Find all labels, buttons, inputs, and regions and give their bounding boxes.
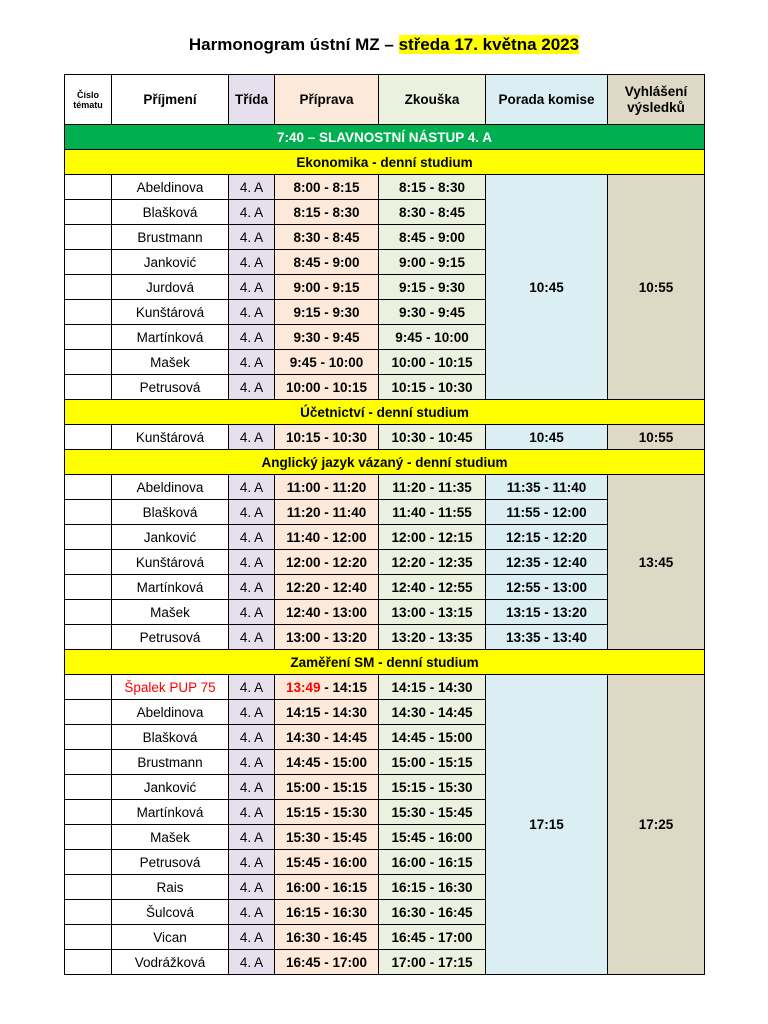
name-cell: Blašková <box>112 500 229 525</box>
priprava-cell: 9:15 - 9:30 <box>275 300 379 325</box>
trida-cell: 4. A <box>229 575 275 600</box>
page-title <box>0 34 768 56</box>
priprava-cell: 15:15 - 15:30 <box>275 800 379 825</box>
cislo-cell <box>65 475 112 500</box>
trida-cell: 4. A <box>229 525 275 550</box>
vyhlaseni-cell: 10:55 <box>608 425 705 450</box>
cislo-cell <box>65 775 112 800</box>
zkouska-cell: 15:15 - 15:30 <box>379 775 486 800</box>
cislo-cell <box>65 350 112 375</box>
priprava-cell: 15:00 - 15:15 <box>275 775 379 800</box>
porada-cell: 11:35 - 11:40 <box>486 475 608 500</box>
porada-cell: 12:35 - 12:40 <box>486 550 608 575</box>
name-cell: Janković <box>112 525 229 550</box>
cislo-cell <box>65 225 112 250</box>
porada-cell: 17:15 <box>486 675 608 975</box>
header-porada-komise: Porada komise <box>486 75 608 125</box>
section-header-zamereni-sm <box>65 650 705 675</box>
table-row <box>65 425 705 450</box>
trida-cell: 4. A <box>229 325 275 350</box>
trida-cell: 4. A <box>229 675 275 700</box>
zkouska-cell: 10:00 - 10:15 <box>379 350 486 375</box>
name-cell: Brustmann <box>112 225 229 250</box>
name-cell: Blašková <box>112 200 229 225</box>
trida-cell: 4. A <box>229 600 275 625</box>
priprava-cell: 9:45 - 10:00 <box>275 350 379 375</box>
priprava-cell: 10:00 - 10:15 <box>275 375 379 400</box>
schedule-table <box>64 74 705 975</box>
cislo-cell <box>65 300 112 325</box>
cislo-cell <box>65 925 112 950</box>
trida-cell: 4. A <box>229 175 275 200</box>
priprava-cell: 10:15 - 10:30 <box>275 425 379 450</box>
cislo-cell <box>65 875 112 900</box>
name-cell: Jurdová <box>112 275 229 300</box>
priprava-cell: 8:15 - 8:30 <box>275 200 379 225</box>
priprava-cell: 9:30 - 9:45 <box>275 325 379 350</box>
priprava-cell: 8:45 - 9:00 <box>275 250 379 275</box>
name-cell: Špalek PUP 75 <box>112 675 229 700</box>
priprava-cell: 11:40 - 12:00 <box>275 525 379 550</box>
table-row <box>65 175 705 200</box>
trida-cell: 4. A <box>229 950 275 975</box>
zkouska-cell: 10:30 - 10:45 <box>379 425 486 450</box>
name-cell: Mašek <box>112 350 229 375</box>
trida-cell: 4. A <box>229 425 275 450</box>
priprava-cell: 11:20 - 11:40 <box>275 500 379 525</box>
zkouska-cell: 15:00 - 15:15 <box>379 750 486 775</box>
trida-cell: 4. A <box>229 850 275 875</box>
trida-cell: 4. A <box>229 625 275 650</box>
zkouska-cell: 16:00 - 16:15 <box>379 850 486 875</box>
priprava-cell: 15:45 - 16:00 <box>275 850 379 875</box>
cislo-cell <box>65 825 112 850</box>
trida-cell: 4. A <box>229 875 275 900</box>
opening-row <box>65 125 705 150</box>
name-cell: Kunštárová <box>112 550 229 575</box>
table-row <box>65 675 705 700</box>
zkouska-cell: 9:15 - 9:30 <box>379 275 486 300</box>
zkouska-cell: 8:30 - 8:45 <box>379 200 486 225</box>
table-row <box>65 475 705 500</box>
cislo-cell <box>65 425 112 450</box>
name-cell: Vodrážková <box>112 950 229 975</box>
section-title: Účetnictví - denní studium <box>65 400 705 425</box>
zkouska-cell: 14:30 - 14:45 <box>379 700 486 725</box>
priprava-cell: 12:20 - 12:40 <box>275 575 379 600</box>
priprava-cell: 16:45 - 17:00 <box>275 950 379 975</box>
cislo-cell <box>65 275 112 300</box>
cislo-cell <box>65 575 112 600</box>
priprava-cell: 16:00 - 16:15 <box>275 875 379 900</box>
trida-cell: 4. A <box>229 700 275 725</box>
trida-cell: 4. A <box>229 300 275 325</box>
zkouska-cell: 14:45 - 15:00 <box>379 725 486 750</box>
cislo-cell <box>65 950 112 975</box>
header-priprava: Příprava <box>275 75 379 125</box>
name-cell: Mašek <box>112 600 229 625</box>
section-title: Ekonomika - denní studium <box>65 150 705 175</box>
zkouska-cell: 9:45 - 10:00 <box>379 325 486 350</box>
trida-cell: 4. A <box>229 275 275 300</box>
priprava-start-highlight: 13:49 <box>285 679 321 695</box>
name-cell: Mašek <box>112 825 229 850</box>
trida-cell: 4. A <box>229 475 275 500</box>
priprava-cell: 11:00 - 11:20 <box>275 475 379 500</box>
priprava-cell: 14:15 - 14:30 <box>275 700 379 725</box>
zkouska-cell: 16:15 - 16:30 <box>379 875 486 900</box>
zkouska-cell: 12:20 - 12:35 <box>379 550 486 575</box>
cislo-cell <box>65 500 112 525</box>
zkouska-cell: 9:00 - 9:15 <box>379 250 486 275</box>
trida-cell: 4. A <box>229 350 275 375</box>
porada-cell: 12:15 - 12:20 <box>486 525 608 550</box>
section-header-ekonomika <box>65 150 705 175</box>
porada-cell: 11:55 - 12:00 <box>486 500 608 525</box>
cislo-cell <box>65 750 112 775</box>
trida-cell: 4. A <box>229 725 275 750</box>
zkouska-cell: 8:15 - 8:30 <box>379 175 486 200</box>
name-cell: Petrusová <box>112 850 229 875</box>
section-title: Anglický jazyk vázaný - denní studium <box>65 450 705 475</box>
section-header-ucetnictvi <box>65 400 705 425</box>
trida-cell: 4. A <box>229 550 275 575</box>
cislo-cell <box>65 375 112 400</box>
name-cell: Petrusová <box>112 375 229 400</box>
header-prijmeni: Příjmení <box>112 75 229 125</box>
priprava-cell: 14:45 - 15:00 <box>275 750 379 775</box>
section-title: Zaměření SM - denní studium <box>65 650 705 675</box>
cislo-cell <box>65 625 112 650</box>
header-vyhlaseni-vysledku: Vyhlášení výsledků <box>608 75 705 125</box>
cislo-cell <box>65 525 112 550</box>
cislo-cell <box>65 675 112 700</box>
header-trida: Třída <box>229 75 275 125</box>
name-cell: Martínková <box>112 325 229 350</box>
title-date-highlight: středa 17. května 2023 <box>398 35 580 54</box>
name-cell: Kunštárová <box>112 300 229 325</box>
zkouska-cell: 13:20 - 13:35 <box>379 625 486 650</box>
zkouska-cell: 9:30 - 9:45 <box>379 300 486 325</box>
name-cell: Janković <box>112 775 229 800</box>
name-cell: Rais <box>112 875 229 900</box>
cislo-cell <box>65 600 112 625</box>
zkouska-cell: 17:00 - 17:15 <box>379 950 486 975</box>
title-main: Harmonogram ústní MZ – <box>188 35 399 54</box>
cislo-cell <box>65 550 112 575</box>
trida-cell: 4. A <box>229 925 275 950</box>
priprava-cell: 16:30 - 16:45 <box>275 925 379 950</box>
trida-cell: 4. A <box>229 250 275 275</box>
zkouska-cell: 15:45 - 16:00 <box>379 825 486 850</box>
zkouska-cell: 13:00 - 13:15 <box>379 600 486 625</box>
trida-cell: 4. A <box>229 225 275 250</box>
cislo-cell <box>65 250 112 275</box>
zkouska-cell: 12:00 - 12:15 <box>379 525 486 550</box>
cislo-cell <box>65 800 112 825</box>
name-cell: Martínková <box>112 800 229 825</box>
porada-cell: 10:45 <box>486 425 608 450</box>
trida-cell: 4. A <box>229 750 275 775</box>
cislo-cell <box>65 200 112 225</box>
vyhlaseni-cell: 17:25 <box>608 675 705 975</box>
priprava-cell: 12:00 - 12:20 <box>275 550 379 575</box>
priprava-cell: 14:30 - 14:45 <box>275 725 379 750</box>
priprava-cell: 16:15 - 16:30 <box>275 900 379 925</box>
zkouska-cell: 16:30 - 16:45 <box>379 900 486 925</box>
priprava-cell: 8:30 - 8:45 <box>275 225 379 250</box>
cislo-cell <box>65 175 112 200</box>
priprava-cell: 15:30 - 15:45 <box>275 825 379 850</box>
name-cell: Vican <box>112 925 229 950</box>
name-cell: Janković <box>112 250 229 275</box>
zkouska-cell: 11:40 - 11:55 <box>379 500 486 525</box>
priprava-end: - 14:15 <box>320 679 368 695</box>
porada-cell: 13:35 - 13:40 <box>486 625 608 650</box>
zkouska-cell: 10:15 - 10:30 <box>379 375 486 400</box>
priprava-cell: 9:00 - 9:15 <box>275 275 379 300</box>
cislo-cell <box>65 850 112 875</box>
header-row <box>65 75 705 125</box>
priprava-cell: 12:40 - 13:00 <box>275 600 379 625</box>
header-zkouska: Zkouška <box>379 75 486 125</box>
cislo-cell <box>65 325 112 350</box>
zkouska-cell: 15:30 - 15:45 <box>379 800 486 825</box>
porada-cell: 10:45 <box>486 175 608 400</box>
priprava-cell: 8:00 - 8:15 <box>275 175 379 200</box>
porada-cell: 13:15 - 13:20 <box>486 600 608 625</box>
trida-cell: 4. A <box>229 375 275 400</box>
zkouska-cell: 11:20 - 11:35 <box>379 475 486 500</box>
name-cell: Abeldinova <box>112 475 229 500</box>
name-cell: Šulcová <box>112 900 229 925</box>
cislo-cell <box>65 900 112 925</box>
opening-label: 7:40 – SLAVNOSTNÍ NÁSTUP 4. A <box>65 125 705 150</box>
section-header-anglicky-jazyk <box>65 450 705 475</box>
name-cell: Petrusová <box>112 625 229 650</box>
zkouska-cell: 12:40 - 12:55 <box>379 575 486 600</box>
trida-cell: 4. A <box>229 775 275 800</box>
porada-cell: 12:55 - 13:00 <box>486 575 608 600</box>
zkouska-cell: 14:15 - 14:30 <box>379 675 486 700</box>
zkouska-cell: 8:45 - 9:00 <box>379 225 486 250</box>
priprava-cell: 13:00 - 13:20 <box>275 625 379 650</box>
trida-cell: 4. A <box>229 200 275 225</box>
name-cell: Brustmann <box>112 750 229 775</box>
name-cell: Kunštárová <box>112 425 229 450</box>
trida-cell: 4. A <box>229 900 275 925</box>
priprava-cell <box>275 675 379 700</box>
vyhlaseni-cell: 13:45 <box>608 475 705 650</box>
name-cell: Abeldinova <box>112 175 229 200</box>
trida-cell: 4. A <box>229 800 275 825</box>
cislo-cell <box>65 700 112 725</box>
name-cell: Martínková <box>112 575 229 600</box>
zkouska-cell: 16:45 - 17:00 <box>379 925 486 950</box>
vyhlaseni-cell: 10:55 <box>608 175 705 400</box>
header-cislo-tematu: Číslo tématu <box>65 75 112 125</box>
trida-cell: 4. A <box>229 825 275 850</box>
name-cell: Abeldinova <box>112 700 229 725</box>
cislo-cell <box>65 725 112 750</box>
name-cell: Blašková <box>112 725 229 750</box>
trida-cell: 4. A <box>229 500 275 525</box>
